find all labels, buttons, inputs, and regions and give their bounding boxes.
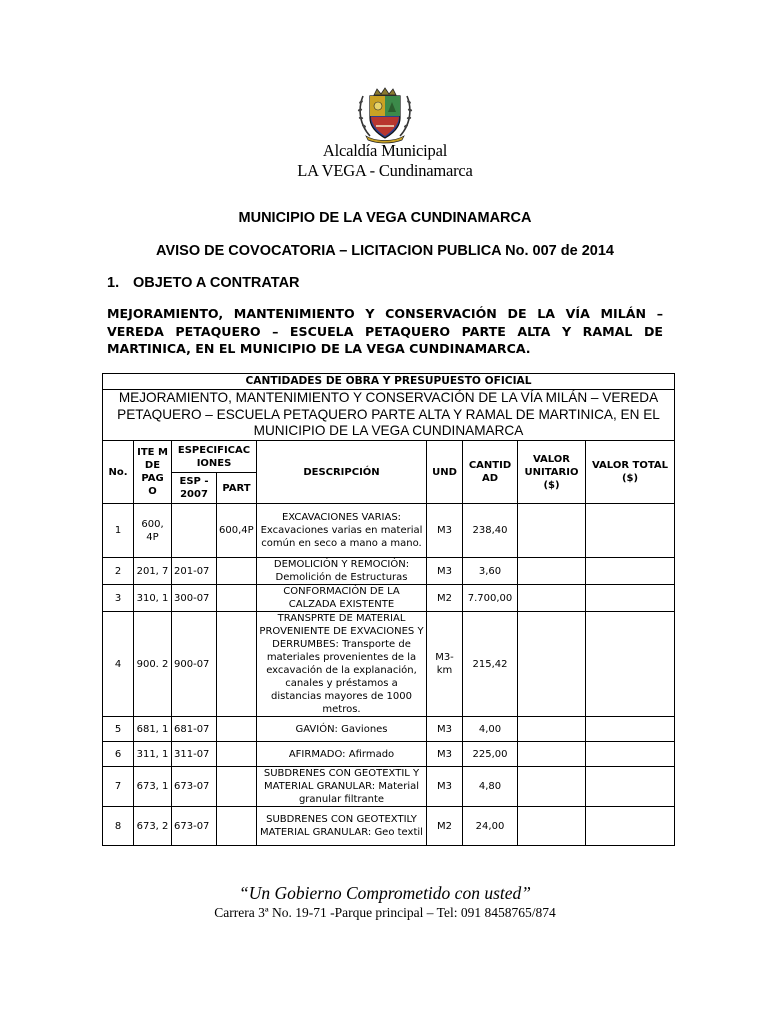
- description-text: Transporte de materiales provenientes de la excavación de la explanación, canales y préstamos a distancias mayores de 1000 metros.: [266, 639, 417, 715]
- description-cell: [257, 558, 427, 585]
- part-cell: [217, 558, 257, 585]
- table-row: [103, 612, 675, 717]
- description-text: Gaviones: [341, 723, 388, 735]
- esp-2007-cell: 201-07: [172, 558, 217, 585]
- row-number-cell: 7: [103, 767, 134, 807]
- description-heading: SUBDRENES CON GEOTEXTILY MATERIAL GRANULAR:: [260, 814, 417, 838]
- section-number: 1.: [107, 275, 120, 291]
- total-value-cell: [586, 742, 675, 767]
- unit-value-cell: [518, 558, 586, 585]
- part-cell: [217, 767, 257, 807]
- description-text: Excavaciones varias en material común en seco a mano a mano.: [260, 525, 423, 549]
- row-number-cell: 6: [103, 742, 134, 767]
- item-pago-cell: 201, 7: [134, 558, 172, 585]
- unit-value-cell: [518, 612, 586, 717]
- unit-value-cell: [518, 807, 586, 846]
- item-pago-cell: 681, 1: [134, 717, 172, 742]
- coat-of-arms-icon: [354, 86, 416, 144]
- total-value-cell: [586, 585, 675, 612]
- table-row: [103, 742, 675, 767]
- total-value-cell: [586, 767, 675, 807]
- item-pago-cell: 310, 1: [134, 585, 172, 612]
- notice-title: AVISO DE COVOCATORIA – LICITACION PUBLICA No. 007 de 2014: [156, 243, 614, 259]
- total-value-cell: [586, 717, 675, 742]
- description-heading: GAVIÓN:: [295, 723, 338, 735]
- quantity-cell: 225,00: [463, 742, 518, 767]
- unit-value-cell: [518, 717, 586, 742]
- col-header-part: PART: [217, 473, 257, 504]
- esp-2007-cell: 311-07: [172, 742, 217, 767]
- description-heading: TRANSPRTE DE MATERIAL PROVENIENTE DE EXVACIONES Y DERRUMBES:: [259, 613, 424, 650]
- quantity-cell: 215,42: [463, 612, 518, 717]
- municipality-heading: MUNICIPIO DE LA VEGA CUNDINAMARCA: [238, 210, 532, 226]
- esp-2007-cell: 673-07: [172, 807, 217, 846]
- budget-table: [102, 373, 675, 846]
- description-heading: SUBDRENES CON GEOTEXTIL Y MATERIAL GRANULAR:: [263, 768, 420, 792]
- total-value-cell: [586, 612, 675, 717]
- row-number-cell: 1: [103, 504, 134, 558]
- unit-cell: M2: [427, 585, 463, 612]
- unit-value-cell: [518, 742, 586, 767]
- esp-2007-cell: 900-07: [172, 612, 217, 717]
- esp-2007-cell: [172, 504, 217, 558]
- description-text: Geo textil: [374, 827, 423, 838]
- description-heading: EXCAVACIONES VARIAS:: [281, 512, 402, 523]
- section-title: OBJETO A CONTRATAR: [133, 275, 300, 291]
- total-value-cell: [586, 558, 675, 585]
- part-cell: 600,4P: [217, 504, 257, 558]
- part-cell: [217, 717, 257, 742]
- table-row: [103, 767, 675, 807]
- unit-cell: M2: [427, 807, 463, 846]
- row-number-cell: 5: [103, 717, 134, 742]
- table-row: [103, 585, 675, 612]
- col-header-valor-total: VALOR TOTAL ($): [586, 441, 675, 504]
- table-title: CANTIDADES DE OBRA Y PRESUPUESTO OFICIAL: [103, 374, 675, 390]
- item-pago-cell: 673, 2: [134, 807, 172, 846]
- table-row: [103, 717, 675, 742]
- item-pago-cell: 600, 4P: [134, 504, 172, 558]
- col-header-descripcion: DESCRIPCIÓN: [257, 441, 427, 504]
- description-text: Demolición de Estructuras: [275, 572, 408, 583]
- footer-address: Carrera 3ª No. 19-71 -Parque principal – Tel: 091 8458765/874: [214, 905, 556, 920]
- esp-2007-cell: 681-07: [172, 717, 217, 742]
- col-header-valor-unitario: VALOR UNITARIO ($): [518, 441, 586, 504]
- description-heading: DEMOLICIÓN Y REMOCIÓN:: [273, 559, 410, 570]
- description-cell: [257, 807, 427, 846]
- unit-cell: M3: [427, 504, 463, 558]
- description-cell: [257, 717, 427, 742]
- part-cell: [217, 807, 257, 846]
- description-heading: AFIRMADO:: [288, 748, 346, 760]
- total-value-cell: [586, 807, 675, 846]
- quantity-cell: 238,40: [463, 504, 518, 558]
- description-cell: [257, 504, 427, 558]
- item-pago-cell: 900. 2: [134, 612, 172, 717]
- unit-cell: M3: [427, 742, 463, 767]
- part-cell: [217, 742, 257, 767]
- description-cell: [257, 585, 427, 612]
- col-header-item-pago: ITE M DE PAG O: [134, 441, 172, 504]
- part-cell: [217, 585, 257, 612]
- esp-2007-cell: 300-07: [172, 585, 217, 612]
- description-heading: CONFORMACIÓN DE LA CALZADA EXISTENTE: [283, 586, 400, 610]
- table-subtitle: MEJORAMIENTO, MANTENIMIENTO Y CONSERVACIÓN DE LA VÍA MILÁN – VEREDA PETAQUERO – ESCUELA PETAQUERO PARTE ALTA Y RAMAL DE MARTINICA, EN EL MUNICIPIO DE LA VEGA CUNDINAMARCA: [103, 390, 675, 441]
- description-cell: [257, 612, 427, 717]
- unit-cell: M3: [427, 767, 463, 807]
- col-header-esp-2007: ESP - 2007: [172, 473, 217, 504]
- part-cell: [217, 612, 257, 717]
- col-header-und: UND: [427, 441, 463, 504]
- total-value-cell: [586, 504, 675, 558]
- item-pago-cell: 673, 1: [134, 767, 172, 807]
- esp-2007-cell: 673-07: [172, 767, 217, 807]
- quantity-cell: 7.700,00: [463, 585, 518, 612]
- unit-value-cell: [518, 767, 586, 807]
- quantity-cell: 3,60: [463, 558, 518, 585]
- table-row: [103, 504, 675, 558]
- item-pago-cell: 311, 1: [134, 742, 172, 767]
- unit-value-cell: [518, 504, 586, 558]
- col-header-cantidad: CANTID AD: [463, 441, 518, 504]
- unit-cell: M3: [427, 558, 463, 585]
- quantity-cell: 4,80: [463, 767, 518, 807]
- contract-object-text: MEJORAMIENTO, MANTENIMIENTO Y CONSERVACIÓN DE LA VÍA MILÁN – VEREDA PETAQUERO – ESCUELA PETAQUERO PARTE ALTA Y RAMAL DE MARTINICA, EN EL MUNICIPIO DE LA VEGA CUNDINAMARCA.: [107, 306, 663, 356]
- footer-slogan: “Un Gobierno Comprometido con usted”: [239, 883, 531, 903]
- col-header-no: No.: [103, 441, 134, 504]
- quantity-cell: 4,00: [463, 717, 518, 742]
- description-text: Material granular filtrante: [298, 781, 419, 805]
- row-number-cell: 8: [103, 807, 134, 846]
- unit-value-cell: [518, 585, 586, 612]
- table-row: [103, 558, 675, 585]
- table-row: [103, 807, 675, 846]
- col-header-especificaciones: ESPECIFICAC IONES: [172, 441, 257, 473]
- entity-location: LA VEGA - Cundinamarca: [297, 161, 473, 180]
- row-number-cell: 2: [103, 558, 134, 585]
- description-text: Afirmado: [348, 748, 395, 760]
- unit-cell: M3-km: [427, 612, 463, 717]
- description-cell: [257, 767, 427, 807]
- row-number-cell: 4: [103, 612, 134, 717]
- row-number-cell: 3: [103, 585, 134, 612]
- unit-cell: M3: [427, 717, 463, 742]
- entity-name: Alcaldía Municipal: [322, 141, 448, 160]
- quantity-cell: 24,00: [463, 807, 518, 846]
- section-heading: [107, 275, 300, 291]
- description-cell: [257, 742, 427, 767]
